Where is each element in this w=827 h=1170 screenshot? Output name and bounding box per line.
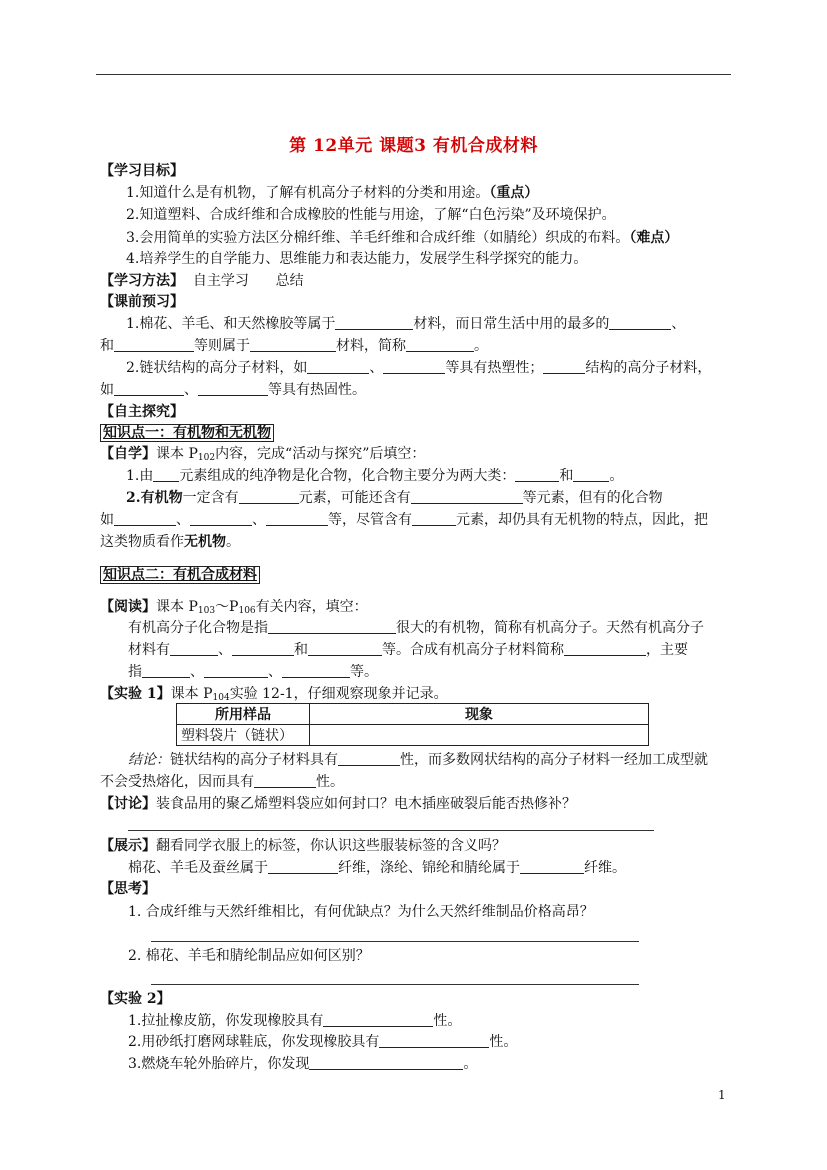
fill-blank[interactable] <box>609 315 671 330</box>
table-cell: 塑料袋片（链状） <box>177 725 310 746</box>
table-header-row <box>177 704 649 725</box>
fill-blank[interactable] <box>573 467 609 482</box>
preview-q2-cont: 如 、 等具有热固性。 <box>100 382 366 398</box>
table-header: 现象 <box>310 704 649 725</box>
think-q2: 2. 棉花、羊毛和腈纶制品应如何区别？ <box>128 948 370 964</box>
discuss-line: 【讨论】装食品用的聚乙烯塑料袋应如何封口？电木插座破裂后能否热修补？ <box>100 796 576 812</box>
exp2-q1: 1.拉扯橡皮筋，你发现橡胶具有 性。 <box>128 1013 462 1029</box>
think-q1: 1. 合成纤维与天然纤维相比，有何优缺点？为什么天然纤维制品价格高昂？ <box>128 904 594 920</box>
exp2-q2: 2.用砂纸打磨网球鞋底，你发现橡胶具有 性。 <box>128 1034 518 1050</box>
fill-blank[interactable] <box>543 359 585 374</box>
page-title: 第 12单元 课题3 有机合成材料 <box>289 136 538 156</box>
header-rule <box>96 74 731 75</box>
table-header: 所用样品 <box>177 704 310 725</box>
fill-blank[interactable] <box>268 619 396 634</box>
kp2-title: 知识点二：有机合成材料 <box>100 565 260 585</box>
table-cell[interactable] <box>310 725 649 746</box>
kp1-title: 知识点一：有机物和无机物 <box>100 423 274 443</box>
fill-blank[interactable] <box>239 489 299 504</box>
exp1-conclusion: 结论：链状结构的高分子材料具有 性，而多数网状结构的高分子材料一经加工成型就 <box>128 752 708 768</box>
table-row <box>177 725 649 746</box>
fill-blank[interactable] <box>250 337 336 352</box>
fill-blank[interactable] <box>307 359 369 374</box>
objective-item: 2.知道塑料、合成纤维和合成橡胶的性能与用途，了解“白色污染”及环境保护。 <box>126 207 616 223</box>
fill-blank[interactable] <box>515 467 559 482</box>
fill-blank[interactable] <box>309 1055 463 1070</box>
fill-blank[interactable] <box>383 359 445 374</box>
fill-blank[interactable] <box>114 337 194 352</box>
exp1-conclusion-cont: 不会受热熔化，因而具有 性。 <box>100 774 344 790</box>
kp1-q1: 1.由 元素组成的纯净物是化合物，化合物主要分为两大类： 和 。 <box>126 468 624 484</box>
exp2-heading: 【实验 2】 <box>100 991 171 1007</box>
objectives-heading: 【学习目标】 <box>100 163 184 179</box>
fill-blank[interactable] <box>520 859 584 874</box>
fill-blank[interactable] <box>308 641 382 656</box>
fill-blank[interactable] <box>268 859 338 874</box>
fill-blank[interactable] <box>266 511 328 526</box>
fill-blank[interactable] <box>170 641 218 656</box>
kp2-reading: 【阅读】课本 $P_{103}\sim P_{106}$有关内容，填空： <box>100 599 368 616</box>
fill-blank[interactable] <box>142 663 190 678</box>
fill-blank[interactable] <box>282 663 350 678</box>
kp2-r1: 有机高分子化合物是指 很大的有机物，简称有机高分子。天然有机高分子 <box>128 620 704 636</box>
think-heading: 【思考】 <box>100 881 156 897</box>
fill-blank[interactable] <box>204 663 268 678</box>
objective-item: 4.培养学生的自学能力、思维能力和表达能力，发展学生科学探究的能力。 <box>126 251 588 267</box>
answer-line[interactable] <box>128 830 654 831</box>
fill-blank[interactable] <box>411 489 523 504</box>
fill-blank[interactable] <box>232 641 294 656</box>
show-line: 【展示】翻看同学衣服上的标签，你认识这些服装标签的含义吗？ <box>100 838 506 854</box>
preview-q1-cont: 和 等则属于 材料，简称 。 <box>100 338 488 354</box>
kp1-q2-cont: 如 、 、 等，尽管含有 元素，却仍具有无机物的特点，因此，把 <box>100 512 708 528</box>
objective-item: 3.会用简单的实验方法区分棉纤维、羊毛纤维和合成纤维（如腈纶）织成的布料。（难点） <box>126 230 679 246</box>
fill-blank[interactable] <box>406 337 474 352</box>
kp1-q2-end: 这类物质看作无机物。 <box>100 534 240 550</box>
fill-blank[interactable] <box>323 1012 433 1027</box>
kp2-r3: 指 、 、 等。 <box>128 664 378 680</box>
kp2-r2: 材料有 、 和 等。合成有机高分子材料简称 ，主要 <box>128 642 688 658</box>
fill-blank[interactable] <box>564 641 646 656</box>
preview-heading: 【课前预习】 <box>100 294 184 310</box>
fill-blank[interactable] <box>114 511 176 526</box>
kp1-self-study: 【自学】课本 $P_{102}$内容，完成“活动与探究”后填空： <box>100 446 426 463</box>
preview-q2: 2.链状结构的高分子材料，如 、 等具有热塑性； 结构的高分子材料， <box>126 360 712 376</box>
page-number: 1 <box>718 1088 726 1102</box>
fill-blank[interactable] <box>114 381 184 396</box>
answer-line[interactable] <box>151 941 639 942</box>
fill-blank[interactable] <box>190 511 252 526</box>
fill-blank[interactable] <box>198 381 268 396</box>
exp2-q3: 3.燃烧车轮外胎碎片，你发现 。 <box>128 1056 478 1072</box>
show-q: 棉花、羊毛及蚕丝属于 纤维，涤纶、锦纶和腈纶属于 纤维。 <box>128 860 626 876</box>
exp1-table <box>176 703 649 746</box>
fill-blank[interactable] <box>412 511 456 526</box>
fill-blank[interactable] <box>379 1033 489 1048</box>
explore-heading: 【自主探究】 <box>100 404 184 420</box>
answer-line[interactable] <box>151 984 639 985</box>
preview-q1: 1.棉花、羊毛、和天然橡胶等属于 材料，而日常生活中用的最多的 、 <box>126 316 686 332</box>
fill-blank[interactable] <box>335 315 413 330</box>
fill-blank[interactable] <box>254 773 316 788</box>
exp1-line: 【实验 1】课本 $P_{104}$实验 12-1，仔细观察现象并记录。 <box>100 686 448 703</box>
fill-blank[interactable] <box>338 751 400 766</box>
fill-blank[interactable] <box>153 467 179 482</box>
method-line: 【学习方法】 自主学习 总结 <box>100 273 304 289</box>
kp1-q2: 2.有机物一定含有 元素，可能还含有 等元素，但有的化合物 <box>126 490 663 506</box>
objective-item: 1.知道什么是有机物，了解有机高分子材料的分类和用途。（重点） <box>126 185 539 201</box>
